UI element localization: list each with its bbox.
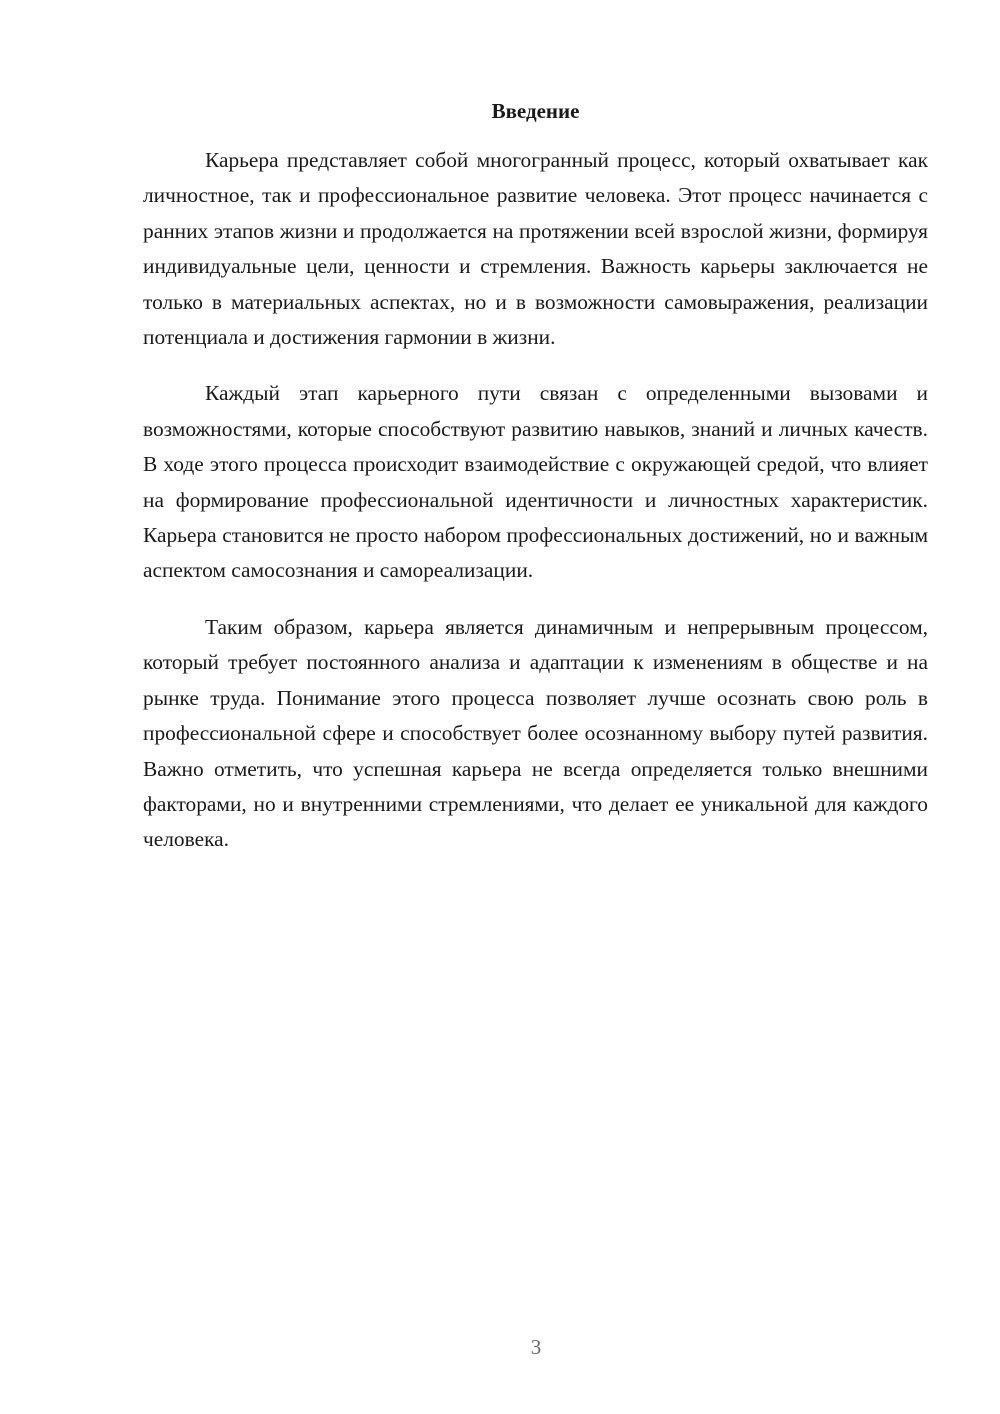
document-body	[143, 143, 928, 879]
page-number: 3	[530, 1335, 542, 1359]
paragraph-2: Каждый этап карьерного пути связан с определенными вызовами и возможностями, которые способствуют развитию навыков, знаний и личных качеств. В ходе этого процесса происходит взаимодействие с окружающей средой, что влияет на формирование профессиональной идентичности и личностных характеристик. Карьера становится не просто набором профессиональных достижений, но и важным аспектом самосознания и самореализации.	[143, 381, 928, 583]
section-heading: Введение	[491, 99, 580, 123]
paragraph-3: Таким образом, карьера является динамичным и непрерывным процессом, который требует постоянного анализа и адаптации к изменениям в обществе и на рынке труда. Понимание этого процесса позволяет лучше осознать свою роль в профессиональной сфере и способствует более осознанному выбору путей развития. Важно отметить, что успешная карьера не всегда определяется только внешними факторами, но и внутренними стремлениями, что делает ее уникальной для каждого человека.	[143, 614, 928, 852]
paragraph-1: Карьера представляет собой многогранный процесс, который охватывает как личностное, так и профессиональное развитие человека. Этот процесс начинается с ранних этапов жизни и продолжается на протяжении всей взрослой жизни, формируя индивидуальные цели, ценности и стремления. Важность карьеры заключается не только в материальных аспектах, но и в возможности самовыражения, реализации потенциала и достижения гармонии в жизни.	[143, 148, 928, 350]
